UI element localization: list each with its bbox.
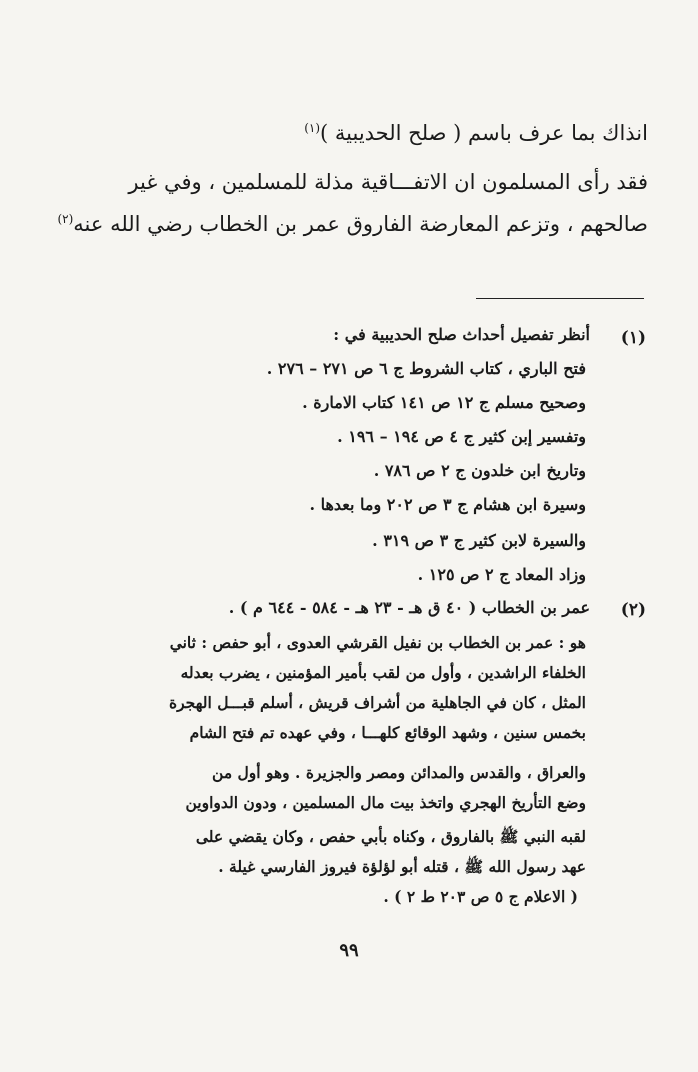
footnote-ref-2: (٢): [57, 212, 74, 226]
footnote-1-source: وتفسير إبن كثير ج ٤ ص ١٩٤ – ١٩٦ .: [337, 427, 586, 446]
body-line-3: [57, 204, 648, 239]
footnote-1-source: وتاريخ ابن خلدون ج ٢ ص ٧٨٦ .: [373, 461, 586, 480]
footnote-separator: [476, 298, 644, 299]
footnote-2-bio-line: عهد رسول الله ﷺ ، قتله أبو لؤلؤة فيروز الفارسي غيلة .: [218, 857, 586, 876]
footnote-2-bio-line: وضع التأريخ الهجري واتخذ بيت مال المسلمين ، ودون الدواوين: [185, 793, 586, 812]
footnote-2-citation: ( الاعلام ج ٥ ص ٢٠٣ ط ٢ ) .: [383, 887, 578, 906]
footnote-2-number: (٢): [620, 600, 646, 620]
footnote-1-source: وسيرة ابن هشام ج ٣ ص ٢٠٢ وما بعدها .: [309, 495, 586, 514]
body-line-1-text: انذاك بما عرف باسم ( صلح الحديبية ): [320, 121, 648, 145]
footnote-2-bio-line: والعراق ، والقدس والمدائن ومصر والجزيرة . وهو أول من: [212, 763, 586, 782]
footnote-1-intro: أنظر تفصيل أحداث صلح الحديبية في :: [333, 325, 590, 344]
footnote-2-bio-line: هو : عمر بن الخطاب بن نفيل القرشي العدوى ، أبو حفص : ثاني: [169, 633, 586, 652]
footnote-1-number: (١): [620, 328, 646, 348]
footnote-1-source: وصحيح مسلم ج ١٢ ص ١٤١ كتاب الامارة .: [302, 393, 586, 412]
footnote-ref-1: (١): [304, 121, 321, 135]
footnote-1-source: وزاد المعاد ج ٢ ص ١٢٥ .: [417, 565, 586, 584]
footnote-2-bio-line: المثل ، كان في الجاهلية من أشراف قريش ، أسلم قبـــل الهجرة: [168, 693, 586, 712]
body-line-1: [304, 113, 648, 148]
footnote-2-heading: عمر بن الخطاب ( ٤٠ ق هـ - ٢٣ هـ - ٥٨٤ - ٦٤٤ م ) .: [228, 598, 590, 617]
footnote-1-source: والسيرة لابن كثير ج ٣ ص ٣١٩ .: [372, 531, 586, 550]
footnote-1-source: فتح الباري ، كتاب الشروط ج ٦ ص ٢٧١ – ٢٧٦ .: [266, 359, 586, 378]
footnote-2-bio-line: بخمس سنين ، وشهد الوقائع كلهـــا ، وفي عهده تم فتح الشام: [189, 723, 586, 742]
body-line-3-text: صالحهم ، وتزعم المعارضة الفاروق عمر بن الخطاب رضي الله عنه: [73, 212, 648, 236]
body-line-2: فقد رأى المسلمون ان الاتفـــاقية مذلة للمسلمين ، وفي غير: [128, 170, 648, 194]
page-number: ٩٩: [339, 940, 359, 961]
footnote-2-bio-line: لقبه النبي ﷺ بالفاروق ، وكناه بأبي حفص ، وكان يقضي على: [195, 827, 586, 846]
footnote-2-bio-line: الخلفاء الراشدين ، وأول من لقب بأمير المؤمنين ، يضرب بعدله: [180, 663, 586, 682]
